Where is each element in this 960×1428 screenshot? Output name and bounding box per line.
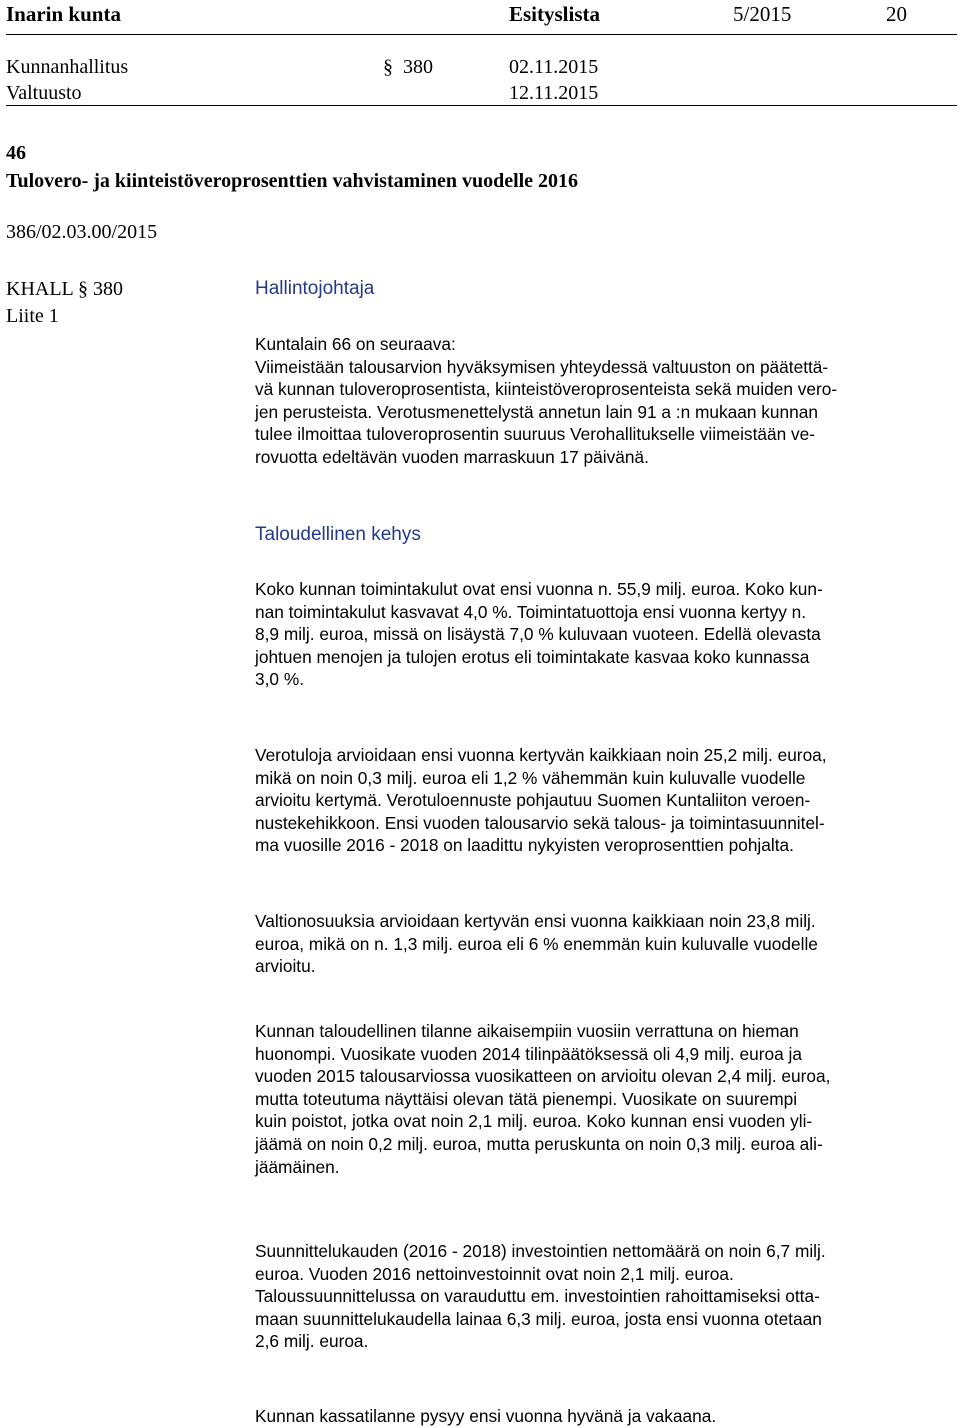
- section-heading: Taloudellinen kehys: [255, 524, 421, 545]
- text-line: Suunnittelukauden (2016 - 2018) investointien nettomäärä on noin 6,7 milj.: [255, 1241, 826, 1261]
- meeting-body: Kunnanhallitus: [6, 56, 129, 78]
- text-line: Kunnan kassatilanne pysyy ensi vuonna hyvänä ja vakaana.: [255, 1406, 717, 1426]
- paragraph-state-subsidies: [255, 910, 945, 978]
- paragraph-operating-costs: [255, 578, 945, 691]
- agenda-number: 5/2015: [733, 2, 792, 26]
- text-line: Verotuloja arvioidaan ensi vuonna kertyvän kaikkiaan noin 25,2 milj. euroa,: [255, 745, 827, 765]
- paragraph-municipal-law: [255, 333, 945, 469]
- meeting-divider: [6, 105, 957, 106]
- text-line: Kuntalain 66 on seuraava:: [255, 334, 456, 354]
- text-line: vä kunnan tuloveroprosentista, kiinteistöveroprosenteista sekä muiden vero-: [255, 379, 838, 400]
- text-line: euroa. Vuoden 2016 nettoinvestoinnit ovat noin 2,1 milj. euroa.: [255, 1263, 734, 1284]
- text-line: 3,0 %.: [255, 669, 304, 690]
- agenda-title: Esityslista: [509, 2, 601, 26]
- item-reference: 386/02.03.00/2015: [6, 221, 158, 243]
- municipality-name: Inarin kunta: [6, 2, 121, 26]
- text-line: arvioitu.: [255, 956, 316, 977]
- khall-section: 380: [88, 278, 124, 300]
- text-line: johtuen menojen ja tulojen erotus eli toimintakate kasvaa koko kunnassa: [255, 646, 810, 667]
- preparer-heading: Hallintojohtaja: [255, 278, 375, 299]
- paragraph-financial-situation: [255, 1020, 945, 1178]
- text-line: nan toimintakulut kasvavat 4,0 %. Toimintatuottoja ensi vuonna kertyy n.: [255, 601, 807, 622]
- header-divider: [6, 34, 957, 35]
- page-number: 20: [886, 2, 907, 26]
- attachment-label: Liite 1: [6, 305, 59, 327]
- text-line: Valtionosuuksia arvioidaan kertyvän ensi vuonna kaikkiaan noin 23,8 milj.: [255, 911, 816, 931]
- meeting-body: Valtuusto: [6, 82, 82, 104]
- text-line: maan suunnittelukaudella lainaa 6,3 milj. euroa, josta ensi vuonna otetaan: [255, 1308, 822, 1329]
- text-line: Koko kunnan toimintakulut ovat ensi vuonna n. 55,9 milj. euroa. Koko kun-: [255, 579, 823, 599]
- paragraph-cash-position: [255, 1405, 945, 1428]
- text-line: Viimeistään talousarvion hyväksymisen yhteydessä valtuuston on päätettä-: [255, 356, 829, 377]
- section-icon: §: [78, 278, 89, 300]
- text-line: nustekehikkoon. Ensi vuoden talousarvio sekä talous- ja toimintasuunnitel-: [255, 812, 825, 833]
- text-line: mikä on noin 0,3 milj. euroa eli 1,2 % vähemmän kuin kuluvalle vuodelle: [255, 767, 806, 788]
- meeting-date: 12.11.2015: [509, 82, 599, 104]
- paragraph-investments: [255, 1240, 945, 1353]
- text-line: 8,9 milj. euroa, missä on lisäystä 7,0 % kuluvaan vuoteen. Edellä olevasta: [255, 624, 821, 645]
- meeting-section: 380: [403, 56, 433, 78]
- text-line: kuin poistot, jotka ovat noin 2,1 milj. euroa. Koko kunnan ensi vuoden yli-: [255, 1111, 813, 1132]
- text-line: arvioitu kertymä. Verotuloennuste pohjautuu Suomen Kuntaliiton veroen-: [255, 790, 811, 811]
- meeting-date: 02.11.2015: [509, 56, 599, 78]
- text-line: Taloussuunnittelussa on varauduttu em. investointien rahoittamiseksi otta-: [255, 1286, 820, 1307]
- khall-reference: [6, 277, 123, 301]
- text-line: euroa, mikä on n. 1,3 milj. euroa eli 6 % enemmän kuin kuluvalle vuodelle: [255, 933, 818, 954]
- text-line: rovuotta edeltävän vuoden marraskuun 17 päivänä.: [255, 446, 649, 467]
- paragraph-tax-revenue: [255, 744, 945, 857]
- text-line: 2,6 milj. euroa.: [255, 1331, 369, 1352]
- text-line: ma vuosille 2016 - 2018 on laadittu nykyisten veroprosenttien pohjalta.: [255, 835, 794, 856]
- item-number: 46: [6, 142, 26, 164]
- text-line: huonompi. Vuosikate vuoden 2014 tilinpäätöksessä oli 4,9 milj. euroa ja: [255, 1043, 802, 1064]
- text-line: jäämäinen.: [255, 1156, 340, 1177]
- text-line: jen perusteista. Verotusmenettelystä annetun lain 91 a :n mukaan kunnan: [255, 401, 818, 422]
- khall-label: KHALL: [6, 278, 79, 300]
- text-line: tulee ilmoittaa tuloveroprosentin suuruus Verohallitukselle viimeistään ve-: [255, 424, 816, 445]
- text-line: jäämä on noin 0,2 milj. euroa, mutta peruskunta on noin 0,3 milj. euroa ali-: [255, 1133, 823, 1154]
- text-line: mutta toteutuma näyttäisi olevan tätä pienempi. Vuosikate on suurempi: [255, 1088, 798, 1109]
- text-line: Kunnan taloudellinen tilanne aikaisempiin vuosiin verrattuna on hieman: [255, 1021, 799, 1041]
- section-icon: §: [383, 56, 393, 78]
- item-title: Tulovero- ja kiinteistöveroprosenttien vahvistaminen vuodelle 2016: [6, 170, 579, 192]
- text-line: vuoden 2015 talousarviossa vuosikatteen on arvioitu olevan 2,4 milj. euroa,: [255, 1066, 831, 1087]
